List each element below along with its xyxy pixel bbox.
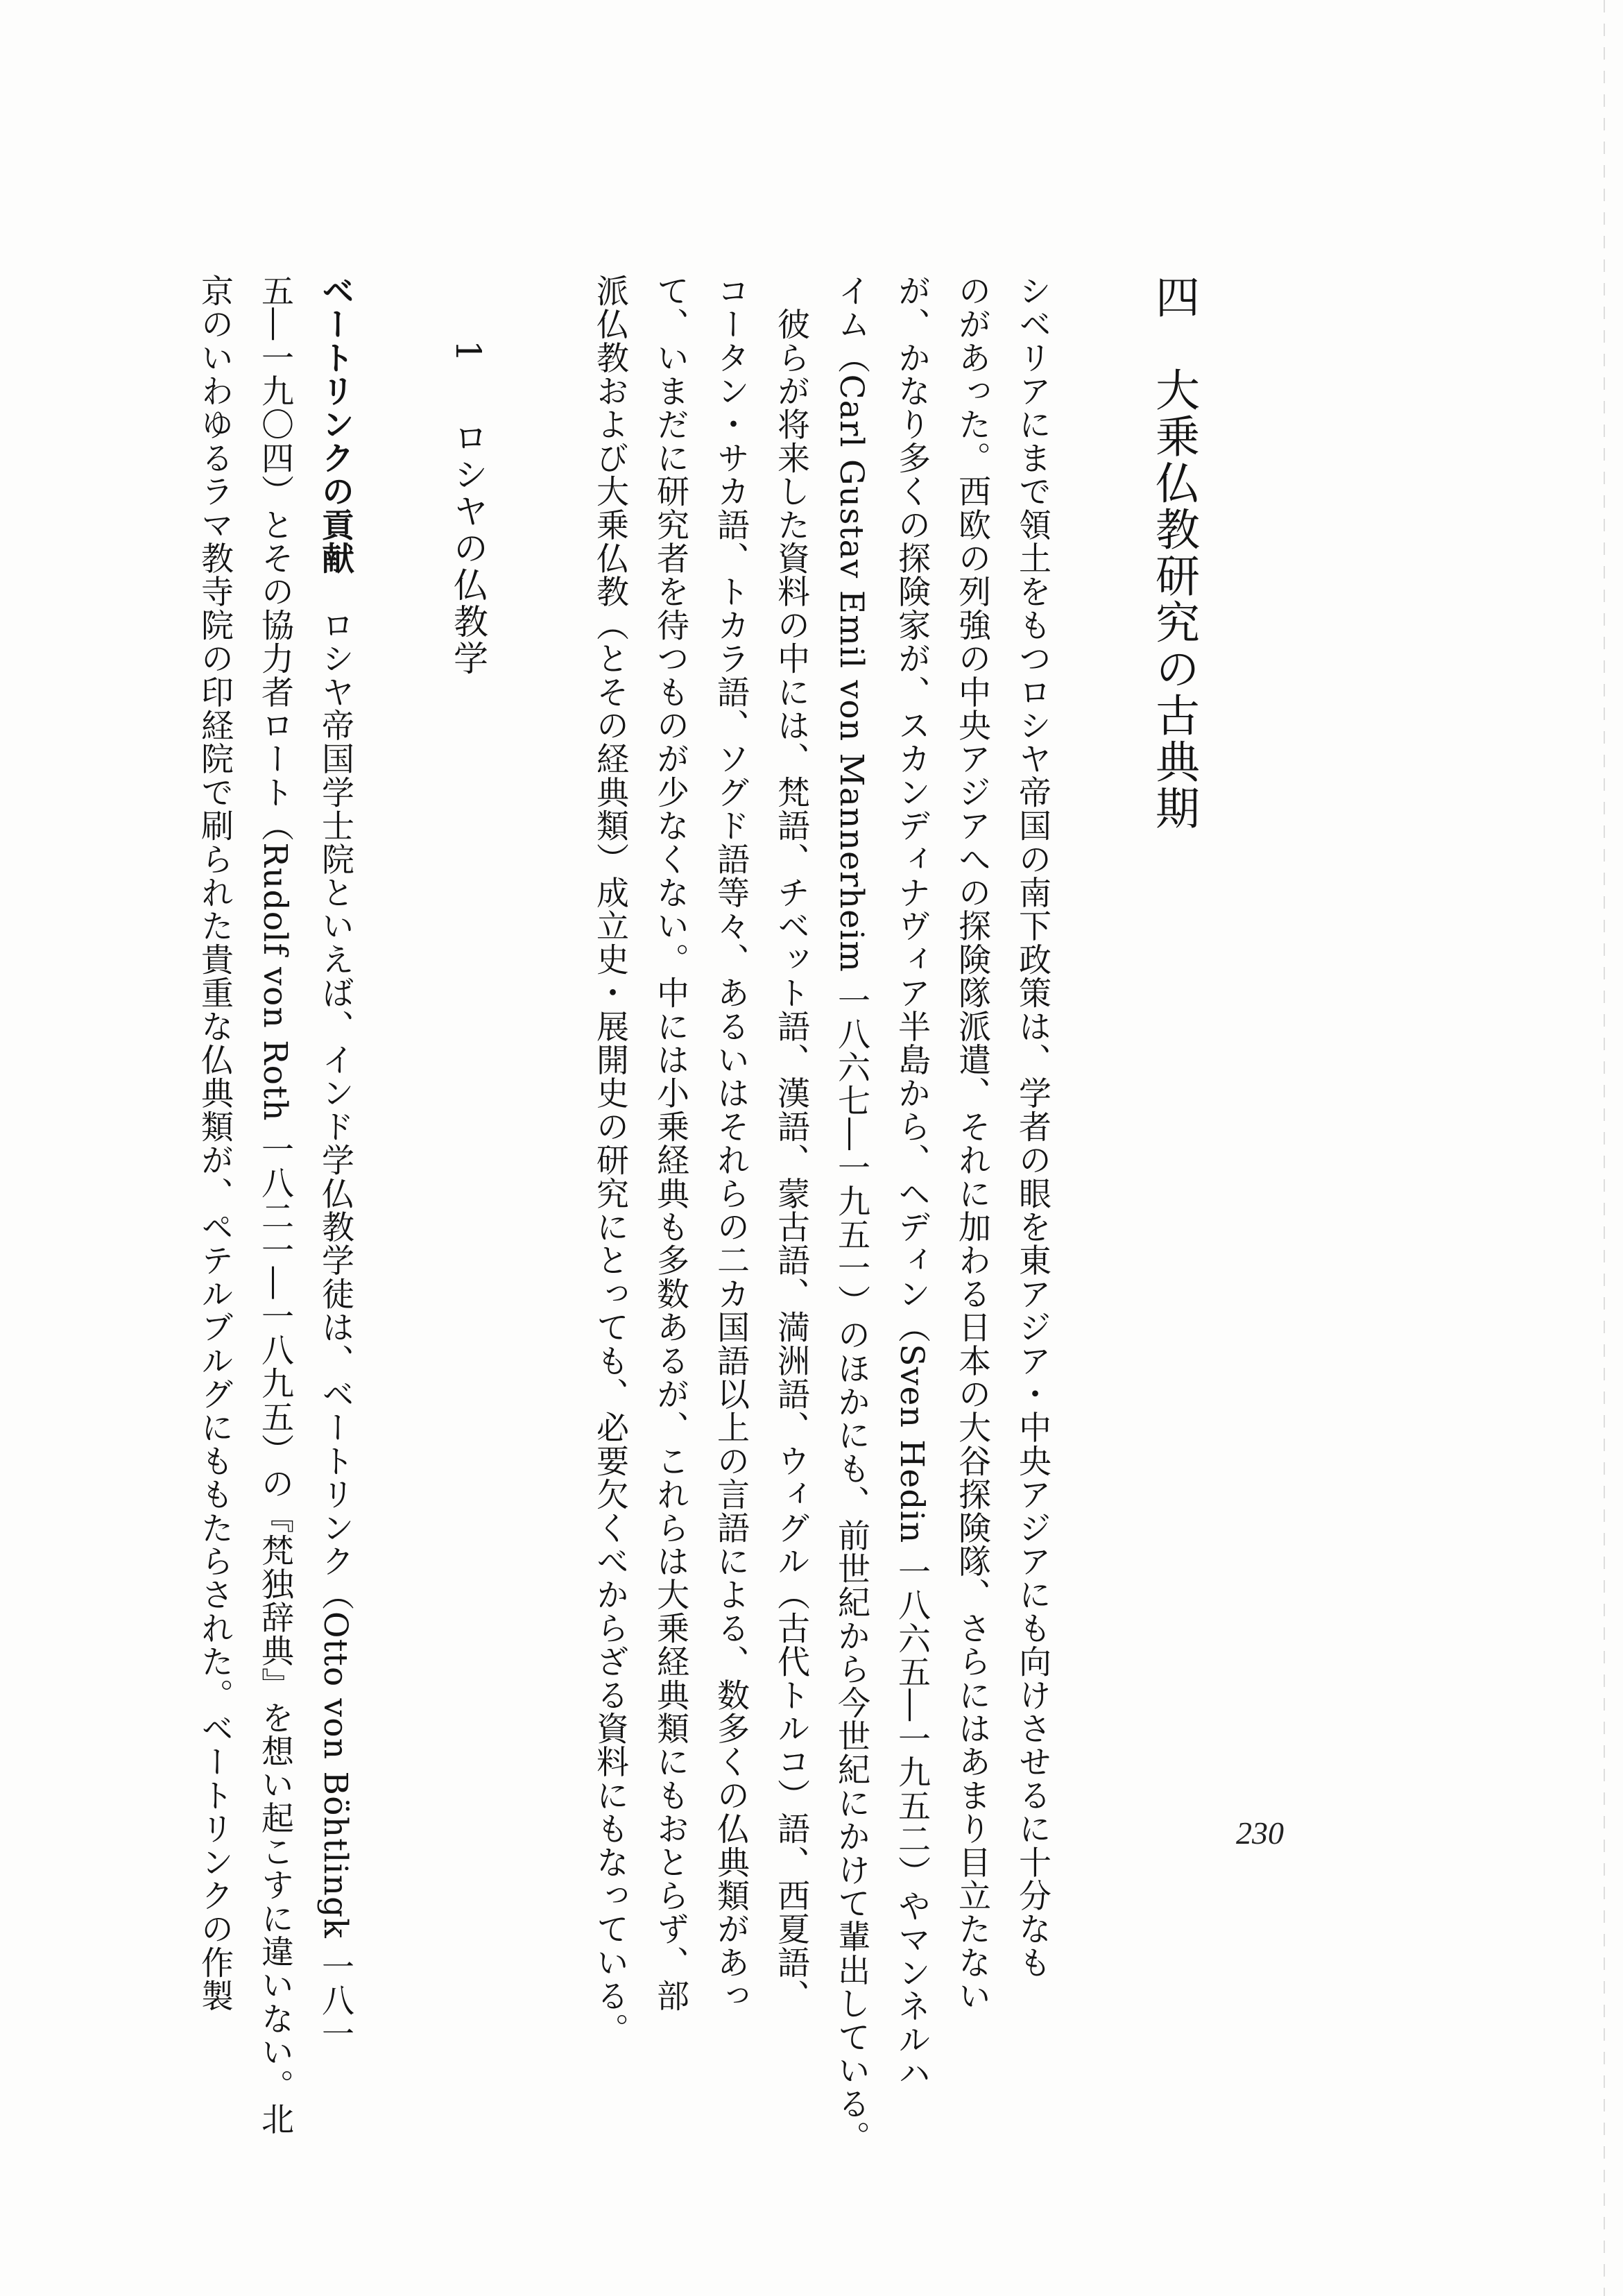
- paragraph-1-line-1: シベリアにまで領土をもつロシヤ帝国の南下政策は、学者の眼を東アジア・中央アジアにも向けさせるに十分なも: [1013, 274, 1051, 1980]
- section-heading: 四 大乗仏教研究の古典期: [1148, 274, 1199, 832]
- paragraph-3-first-line-text: ロシヤ帝国学士院といえば、インド学仏教学徒は、ベートリンク（Otto von Böhtlingk 一八一: [316, 574, 354, 2050]
- paragraph-3-line-2: 五―一九〇四）とその協力者ロート（Rudolf von Roth 一八二一―一八九五）の『梵独辞典』を想い起こすに違いない。北: [256, 274, 294, 2136]
- paragraph-2-line-1: 彼らが将来した資料の中には、梵語、チベット語、漢語、蒙古語、満洲語、ウィグル（古代トルコ）語、西夏語、: [772, 274, 810, 2013]
- paragraph-1-line-4: イム（Carl Gustav Emil von Mannerheim 一八六七―一九五一）のほかにも、前世紀から今世紀にかけて輩出している。: [832, 274, 870, 2154]
- paragraph-2-line-2: コータン・サカ語、トカラ語、ソグド語等々、あるいはそれらの二カ国語以上の言語による、数多くの仏典類があっ: [712, 274, 750, 2013]
- scan-edge: [1604, 0, 1605, 2296]
- paragraph-1-line-2: のがあった。西欧の列強の中央アジアへの探険隊派遣、それに加わる日本の大谷探険隊、さらにはあまり目立たない: [953, 274, 991, 2013]
- paragraph-3-line-1: [316, 274, 354, 2050]
- page-number: 230: [1236, 1815, 1284, 1851]
- paragraph-3-lead: ベートリンクの貢献: [316, 274, 354, 575]
- paragraph-2-line-3: て、いまだに研究者を待つものが少なくない。中には小乗経典も多数あるが、これらは大乗経典類にもおとらず、部: [651, 274, 689, 2013]
- paragraph-1-line-3: が、かなり多くの探険家が、スカンディナヴィア半島から、ヘディン（Sven Hedin 一八六五―一九五二）やマンネルハ: [893, 274, 931, 2090]
- subsection-title: ロシヤの仏教学: [448, 420, 488, 677]
- paragraph-3-line-3: 京のいわゆるラマ教寺院の印経院で刷られた貴重な仏典類が、ペテルブルグにももたらされた。ベートリンクの作製: [196, 274, 234, 2013]
- paragraph-2-line-4: 派仏教および大乗仏教（とその経典類）成立史・展開史の研究にとっても、必要欠くべからざる資料にもなっている。: [591, 274, 629, 2046]
- subsection-number: 1: [448, 340, 488, 364]
